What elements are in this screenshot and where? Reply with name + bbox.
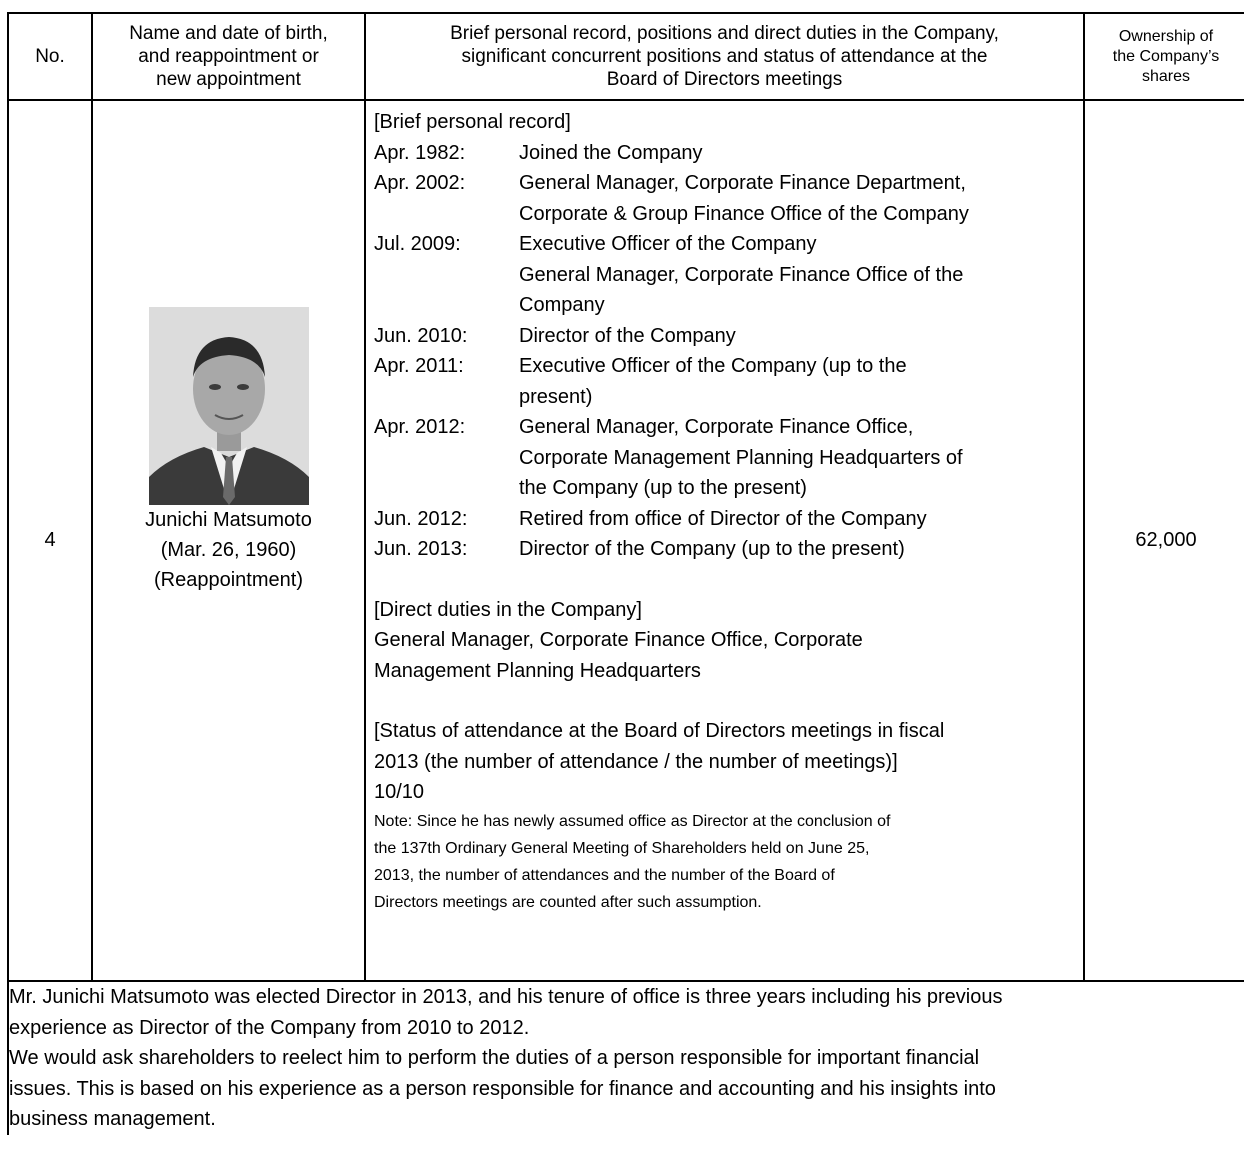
record-description-line: General Manager, Corporate Finance Office,	[519, 416, 914, 438]
record-description-line: Retired from office of Director of the Company	[519, 507, 927, 530]
header-record: Brief personal record, positions and direct duties in the Company, significant concurrent positions and status of attendance at the Board of Directors meetings	[365, 13, 1084, 100]
record-entry	[374, 321, 1075, 352]
record-description	[519, 229, 1075, 321]
shares-owned: 62,000	[1084, 100, 1244, 981]
attendance-value: 10/10	[374, 781, 425, 803]
record-description-line: General Manager, Corporate Finance Department,	[519, 172, 966, 194]
record-entry	[374, 534, 1075, 565]
record-entry	[374, 138, 1075, 169]
candidate-name: Junichi Matsumoto	[145, 508, 312, 531]
record-entry	[374, 412, 1075, 504]
record-description	[519, 504, 1075, 535]
record-description	[519, 351, 1075, 412]
header-row	[8, 13, 1244, 100]
record-date: Apr. 2002:	[374, 172, 466, 194]
record-description-line: the Company (up to the present)	[519, 477, 807, 499]
attendance-title: 2013 (the number of attendance / the number of meetings)]	[374, 750, 898, 773]
record-description-line: General Manager, Corporate Finance Office of the	[519, 263, 964, 286]
record-list	[374, 138, 1075, 565]
record-description-line: present)	[519, 385, 593, 408]
candidate-dob: (Mar. 26, 1960)	[160, 538, 297, 561]
candidate-number: 4	[8, 100, 92, 981]
record-description	[519, 534, 1075, 565]
attendance-note: Note: Since he has newly assumed office as Director at the conclusion of the 137th Ordinary General Meeting of Shareholders held on June 25, 2013, the number of attendances and the number of the Board of Directors meetings are counted after such assumption.	[374, 812, 891, 911]
duties-line: General Manager, Corporate Finance Office, Corporate	[374, 629, 863, 651]
record-date: Apr. 1982:	[374, 141, 466, 164]
duties-line: Management Planning Headquarters	[374, 659, 701, 682]
record-description	[519, 138, 1075, 169]
record-description	[519, 168, 1075, 229]
record-date: Apr. 2012:	[374, 416, 466, 438]
portrait-image	[149, 307, 309, 505]
duties-title: [Direct duties in the Company]	[374, 598, 642, 621]
footer-row	[8, 981, 1244, 1135]
record-date: Jul. 2009:	[374, 233, 461, 255]
record-cell	[365, 100, 1084, 981]
record-date: Jun. 2013:	[374, 538, 468, 560]
record-description	[519, 412, 1075, 504]
record-description-line: Director of the Company (up to the present)	[519, 538, 905, 560]
record-description-line: Corporate & Group Finance Office of the Company	[519, 202, 969, 225]
record-entry	[374, 168, 1075, 229]
record-description	[519, 321, 1075, 352]
record-date: Jun. 2012:	[374, 507, 468, 530]
record-description-line: Joined the Company	[519, 141, 703, 164]
record-title: [Brief personal record]	[374, 111, 571, 133]
record-description-line: Executive Officer of the Company	[519, 233, 817, 255]
header-name: Name and date of birth, and reappointment or new appointment	[92, 13, 365, 100]
header-shares: Ownership of the Company’s shares	[1084, 13, 1244, 100]
record-description-line: Director of the Company	[519, 324, 736, 347]
record-entry	[374, 351, 1075, 412]
record-entry	[374, 229, 1075, 321]
candidate-row	[8, 100, 1244, 981]
record-date: Apr. 2011:	[374, 355, 464, 377]
candidate-photo	[149, 307, 309, 505]
record-description-line: Company	[519, 294, 605, 316]
candidate-table	[7, 12, 1244, 1135]
record-description-line: Executive Officer of the Company (up to the	[519, 355, 907, 377]
attendance-title: [Status of attendance at the Board of Directors meetings in fiscal	[374, 720, 945, 742]
record-entry	[374, 504, 1075, 535]
header-no: No.	[8, 13, 92, 100]
record-description-line: Corporate Management Planning Headquarters of	[519, 446, 963, 469]
reason-text: Mr. Junichi Matsumoto was elected Director in 2013, and his tenure of office is three years including his previous experience as Director of the Company from 2010 to 2012. We would ask shareholders to reelect him to perform the duties of a person responsible for important financial issues. This is based on his experience as a person responsible for finance and accounting and his insights into business management.	[8, 981, 1244, 1135]
record-date: Jun. 2010:	[374, 324, 468, 347]
candidate-appointment: (Reappointment)	[154, 568, 303, 591]
candidate-name-cell	[92, 100, 365, 981]
